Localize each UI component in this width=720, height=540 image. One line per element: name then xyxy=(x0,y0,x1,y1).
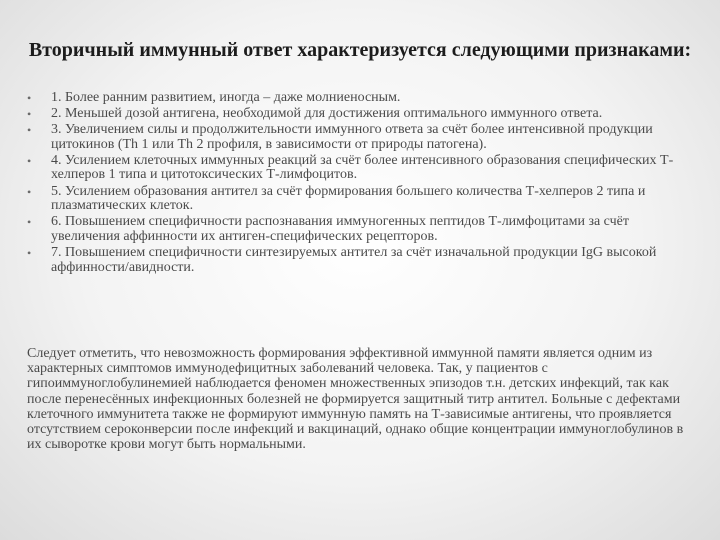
bullet-text: 1. Более ранним развитием, иногда – даже молниеносным. xyxy=(51,90,401,105)
bullet-marker: • xyxy=(27,153,32,168)
bullet-list xyxy=(27,91,699,277)
bullet-item-4 xyxy=(27,154,699,183)
bullet-item-7 xyxy=(27,246,699,275)
bullet-text: 4. Усилением клеточных иммунных реакций за счёт более интенсивного образования специфических Т-хелперов 1 типа и цитотоксических Т-лимфоцитов. xyxy=(51,152,674,183)
slide-title: Вторичный иммунный ответ характеризуется следующими признаками: xyxy=(28,39,692,61)
bullet-marker: • xyxy=(27,184,32,199)
bullet-marker: • xyxy=(27,91,32,105)
bullet-marker: • xyxy=(27,245,32,260)
bullet-item-3 xyxy=(27,123,699,152)
bullet-marker: • xyxy=(27,215,32,230)
note-paragraph: Следует отметить, что невозможность формирования эффективной иммунной памяти является одним из характерных симптомов иммунодефицитных заболеваний человека. Так, у пациентов с гипоиммуноглобулинемией наблюдается феномен множественных эпизодов т.н. детских инфекций, так как после перенесённых инфекционных болезней не формируется защитный титр антител. Больные с дефектами клеточного иммунитета также не формируют иммунную память на Т-зависимые антигены, что проявляется отсутствием сероконверсии после инфекций и вакцинаций, однако общие концентрации иммуноглобулинов в их сыворотке крови могут быть нормальными. xyxy=(27,346,684,453)
bullet-item-5 xyxy=(27,185,699,214)
bullet-item-6 xyxy=(27,215,699,244)
bullet-text: 2. Меньшей дозой антигена, необходимой для достижения оптимального иммунного ответа. xyxy=(51,106,603,122)
bullet-text: 3. Увеличением силы и продолжительности иммунного ответа за счёт более интенсивной продукции цитокинов (Th 1 или Th 2 профиля, в зависимости от природы патогена). xyxy=(51,122,653,152)
bullet-text: 6. Повышением специфичности распознавания иммуногенных пептидов Т-лимфоцитами за счёт увеличения аффинности их антиген-специфических рецепторов. xyxy=(51,214,629,244)
bullet-item-2 xyxy=(27,107,699,122)
bullet-text: 5. Усилением образования антител за счёт формирования большего количества Т-хелперов 2 типа и плазматических клеток. xyxy=(51,183,646,214)
bullet-text: 7. Повышением специфичности синтезируемых антител за счёт изначальной продукции IgG высокой аффинности/авидности. xyxy=(51,244,657,275)
bullet-marker: • xyxy=(27,123,32,138)
bullet-item-1 xyxy=(27,91,699,106)
bullet-marker: • xyxy=(27,107,32,122)
